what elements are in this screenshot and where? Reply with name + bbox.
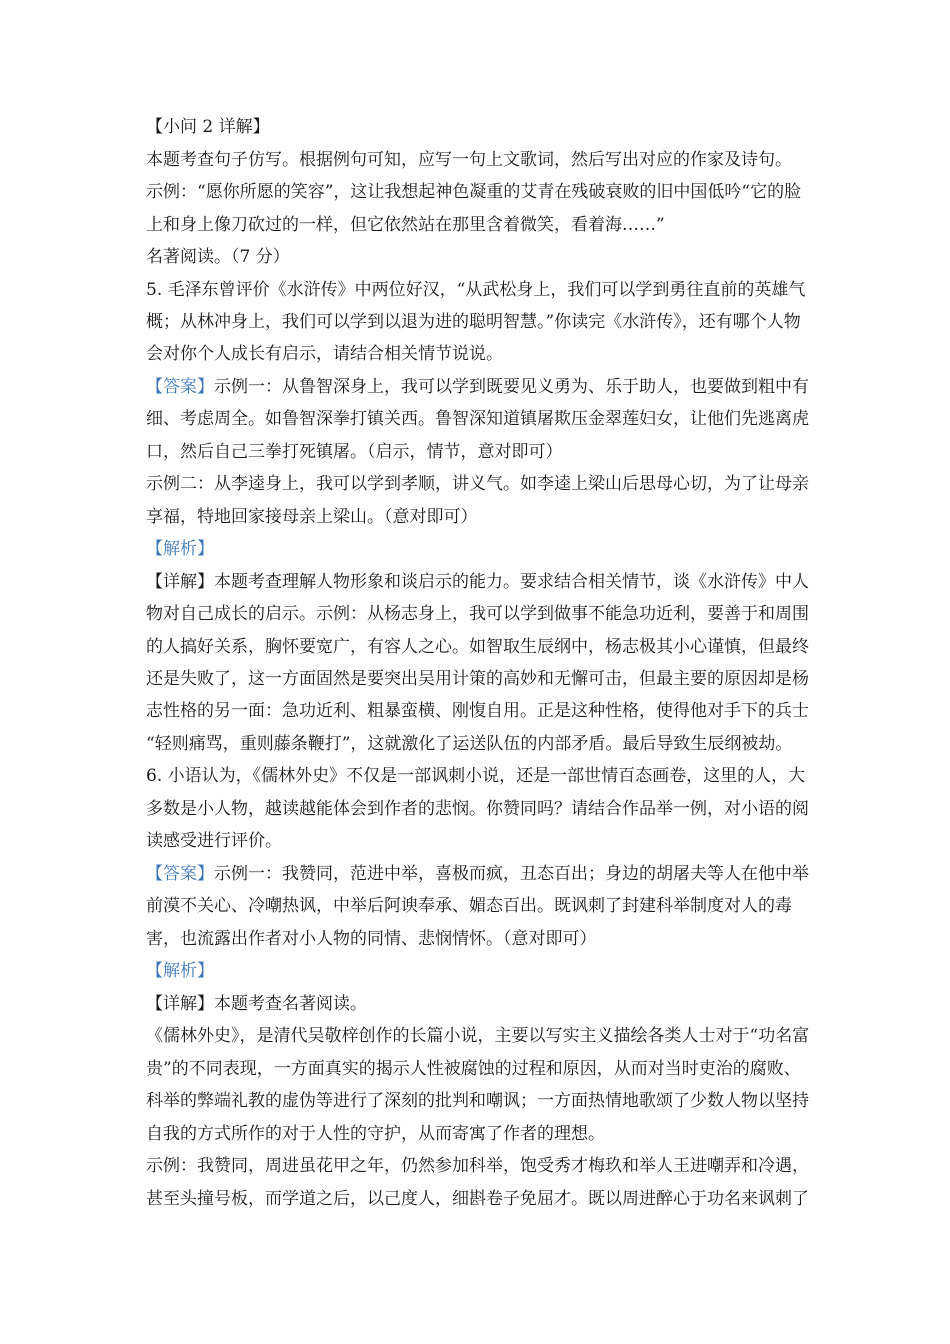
line-text: 科举的弊端礼教的虚伪等进行了深刻的批判和嘲讽；一方面热情地歌颂了少数人物以坚持 [146, 1091, 809, 1111]
line-text: 口，然后自己三拳打死镇屠。（启示，情节，意对即可） [146, 442, 563, 462]
line-text: 【小问 2 详解】 [146, 117, 270, 137]
text-line [146, 765, 836, 787]
line-text: 前漠不关心、冷嘲热讽，中举后阿谀奉承、媚态百出。既讽刺了封建科举制度对人的毒 [146, 896, 792, 916]
text-line [146, 895, 836, 917]
line-text: 还是失败了，这一方面固然是要突出吴用计策的高妙和无懈可击，但最主要的原因却是杨 [146, 669, 809, 689]
text-line [146, 279, 836, 301]
text-line [146, 1025, 836, 1047]
text-line [146, 408, 836, 430]
text-line [146, 668, 836, 690]
text-line [146, 343, 836, 365]
text-line [146, 636, 836, 658]
line-text: 6. 小语认为，《儒林外史》不仅是一部讽刺小说，还是一部世情百态画卷，这里的人，大 [146, 766, 806, 786]
line-text: 志性格的另一面：急功近利、粗暴蛮横、刚愎自用。正是这种性格，使得他对手下的兵士 [146, 701, 809, 721]
text-line [146, 993, 836, 1015]
text-line [146, 1155, 836, 1177]
line-text: 细、考虑周全。如鲁智深拳打镇关西。鲁智深知道镇屠欺压金翠莲妇女，让他们先逃离虎 [146, 409, 809, 429]
text-line [146, 830, 836, 852]
line-text: 上和身上像刀砍过的一样，但它依然站在那里含着微笑，看着海……” [146, 215, 665, 235]
text-line [146, 506, 836, 528]
line-text: 示例：我赞同，周进虽花甲之年，仍然参加科举，饱受秀才梅玖和举人王进嘲弄和冷遇， [146, 1156, 809, 1176]
text-line [146, 214, 836, 236]
text-line [146, 538, 836, 560]
line-text: 5. 毛泽东曾评价《水浒传》中两位好汉，“从武松身上，我们可以学到勇往直前的英雄气 [146, 280, 806, 300]
text-line [146, 700, 836, 722]
section-tag: 【答案】 [146, 864, 214, 884]
line-text: 名著阅读。（7 分） [146, 247, 290, 267]
text-line [146, 1123, 836, 1145]
line-text: 示例：“愿你所愿的笑容”，这让我想起神色凝重的艾青在残破衰败的旧中国低吟“它的脸 [146, 182, 802, 202]
text-line [146, 960, 836, 982]
text-line [146, 149, 836, 171]
line-text: 本题考查句子仿写。根据例句可知，应写一句上文歌词，然后写出对应的作家及诗句。 [146, 150, 792, 170]
text-line [146, 1188, 836, 1210]
text-line [146, 733, 836, 755]
section-tag: 【解析】 [146, 961, 214, 981]
text-line [146, 571, 836, 593]
line-text: 示例二：从李逵身上，我可以学到孝顺，讲义气。如李逵上梁山后思母心切，为了让母亲 [146, 474, 809, 494]
line-text: 示例一：我赞同，范进中举，喜极而疯，丑态百出；身边的胡屠夫等人在他中举 [214, 864, 809, 884]
line-text: 害，也流露出作者对小人物的同情、悲悯情怀。（意对即可） [146, 929, 597, 949]
line-text: 甚至头撞号板，而学道之后，以己度人，细斟卷子免屈才。既以周进醉心于功名来讽刺了 [146, 1189, 809, 1209]
section-tag: 【答案】 [146, 377, 214, 397]
line-text: “轻则痛骂，重则藤条鞭打”，这就激化了运送队伍的内部矛盾。最后导致生辰纲被劫。 [146, 734, 793, 754]
text-line [146, 1058, 836, 1080]
text-line [146, 473, 836, 495]
text-line [146, 116, 836, 138]
line-text: 读感受进行评价。 [146, 831, 282, 851]
line-text: 【详解】本题考查理解人物形象和谈启示的能力。要求结合相关情节，谈《水浒传》中人 [146, 572, 809, 592]
line-text: 贵”的不同表现，一方面真实的揭示人性被腐蚀的过程和原因，从而对当时吏治的腐败、 [146, 1059, 801, 1079]
line-text: 自我的方式所作的对于人性的守护，从而寄寓了作者的理想。 [146, 1124, 605, 1144]
text-line [146, 603, 836, 625]
text-line [146, 181, 836, 203]
text-line [146, 311, 836, 333]
text-line [146, 928, 836, 950]
line-text: 的人搞好关系，胸怀要宽广，有容人之心。如智取生辰纲中，杨志极其小心谨慎，但最终 [146, 637, 809, 657]
line-text: 概；从林冲身上，我们可以学到以退为进的聪明智慧。”你读完《水浒传》，还有哪个人物 [146, 312, 801, 332]
text-line [146, 863, 836, 885]
section-tag: 【解析】 [146, 539, 214, 559]
text-line [146, 1090, 836, 1112]
line-text: 会对你个人成长有启示，请结合相关情节说说。 [146, 344, 503, 364]
text-line [146, 376, 836, 398]
line-text: 【详解】本题考查名著阅读。 [146, 994, 367, 1014]
line-text: 享福，特地回家接母亲上梁山。（意对即可） [146, 507, 478, 527]
line-text: 物对自己成长的启示。示例：从杨志身上，我可以学到做事不能急功近利，要善于和周围 [146, 604, 809, 624]
text-line [146, 798, 836, 820]
line-text: 《儒林外史》，是清代吴敬梓创作的长篇小说，主要以写实主义描绘各类人士对于“功名富 [146, 1026, 810, 1046]
line-text: 多数是小人物，越读越能体会到作者的悲悯。你赞同吗？请结合作品举一例，对小语的阅 [146, 799, 809, 819]
text-line [146, 441, 836, 463]
line-text: 示例一：从鲁智深身上，我可以学到既要见义勇为、乐于助人，也要做到粗中有 [214, 377, 809, 397]
text-line [146, 246, 836, 268]
